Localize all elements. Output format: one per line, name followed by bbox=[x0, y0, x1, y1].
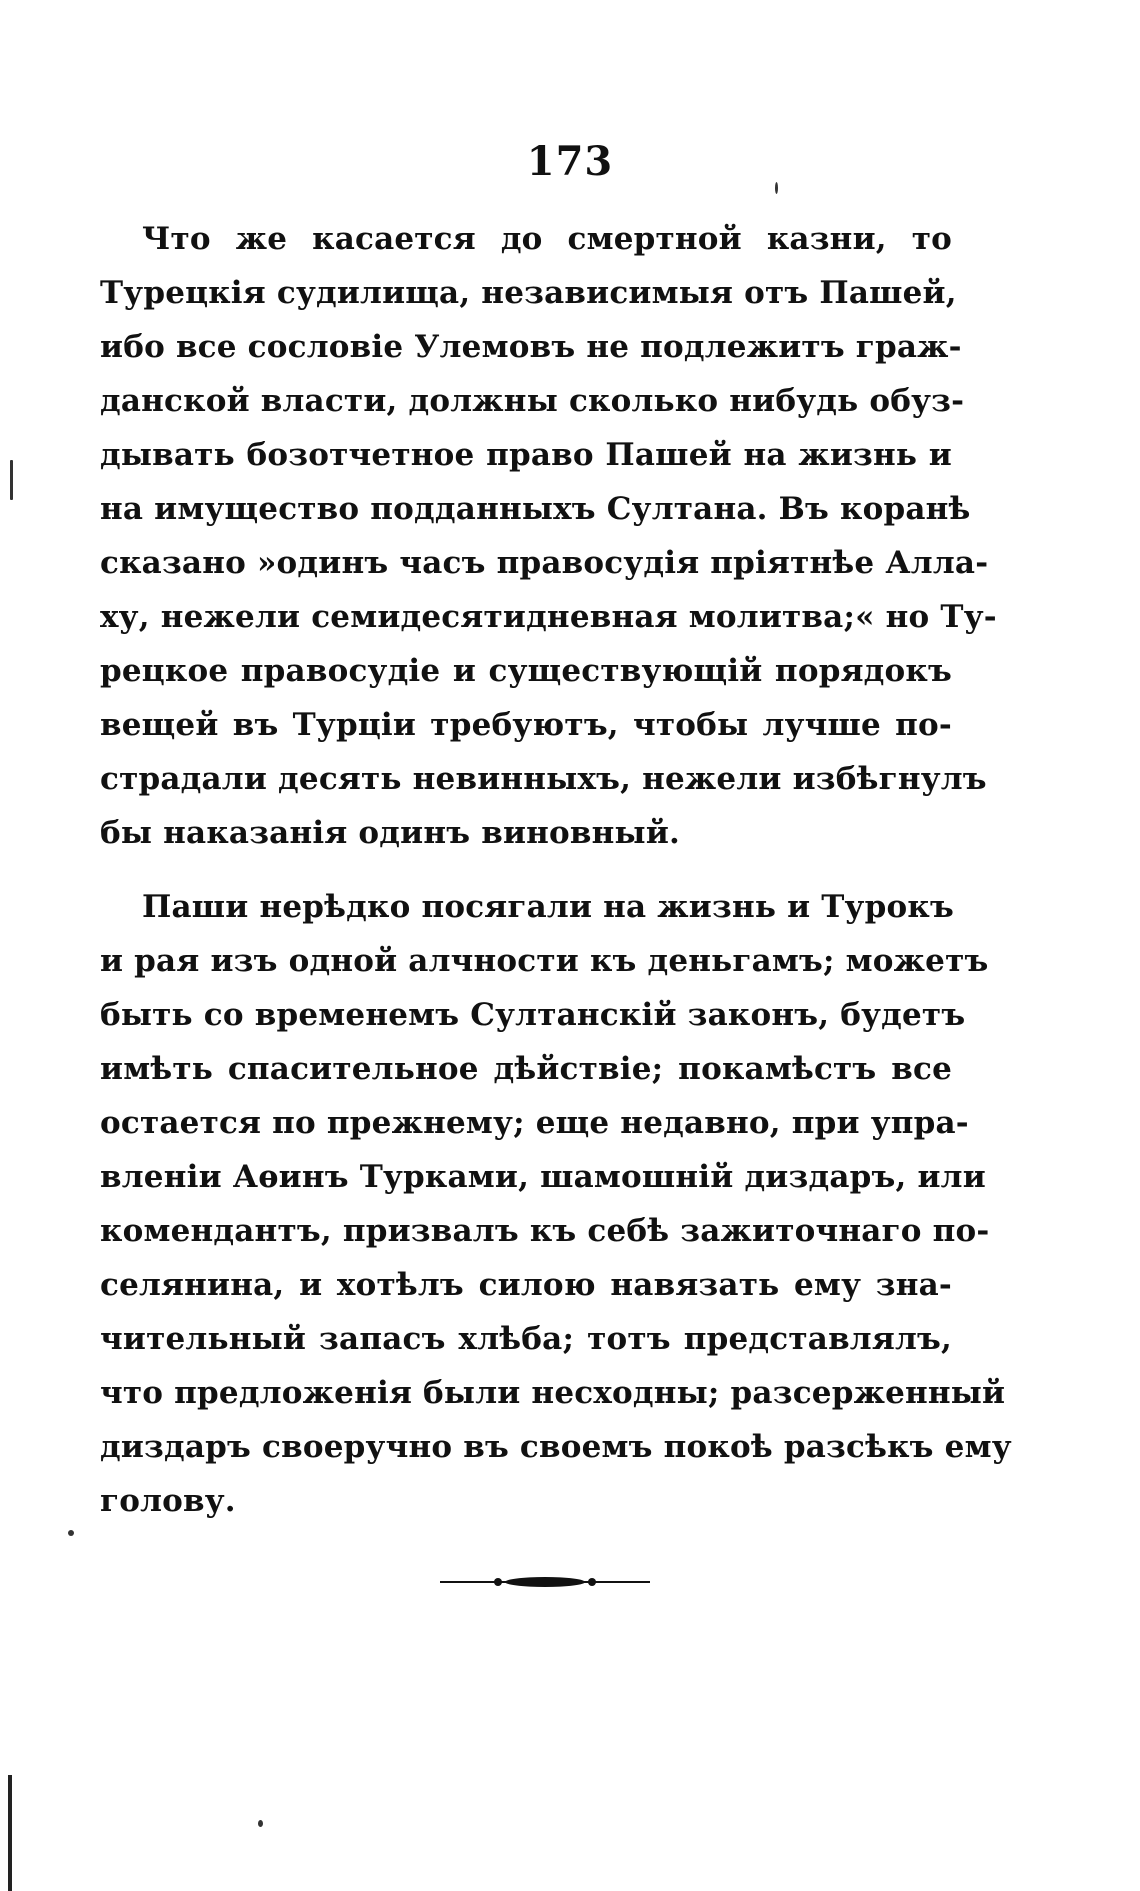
text-line: страдали десять невинныхъ, нежели избѣгнулъ bbox=[100, 761, 987, 797]
scan-margin-line bbox=[8, 1775, 12, 1891]
text-line: вленіи Аѳинъ Турками, шамошній диздаръ, или bbox=[100, 1159, 986, 1195]
paragraph-1 bbox=[100, 212, 997, 860]
text-line: имѣть спасительное дѣйствіе; покамѣстъ все bbox=[100, 1051, 952, 1087]
page-number: 173 bbox=[526, 138, 614, 185]
text-line: ху, нежели семидесятидневная молитва;« но Ту- bbox=[100, 599, 997, 635]
text-line: ибо все сословіе Улемовъ не подлежитъ граж- bbox=[100, 329, 962, 365]
end-ornament bbox=[440, 1576, 650, 1588]
scan-speck bbox=[258, 1820, 263, 1827]
text-line: вещей въ Турціи требуютъ, чтобы лучше по- bbox=[100, 707, 952, 743]
text-line: сказано »одинъ часъ правосудія пріятнѣе Алла- bbox=[100, 545, 989, 581]
text-line: рецкое правосудіе и существующій порядокъ bbox=[100, 653, 952, 689]
text-line: Турецкія судилища, независимыя отъ Пашей, bbox=[100, 275, 957, 311]
text-line: Что же касается до смертной казни, то bbox=[142, 221, 952, 257]
text-line: голову. bbox=[100, 1483, 236, 1519]
text-line: данской власти, должны сколько нибудь обуз- bbox=[100, 383, 965, 419]
text-line: дывать бозотчетное право Пашей на жизнь и bbox=[100, 437, 952, 473]
scan-speck bbox=[10, 460, 13, 500]
scan-speck bbox=[775, 182, 778, 194]
text-line: Паши нерѣдко посягали на жизнь и Турокъ bbox=[142, 889, 954, 925]
text-line: диздаръ своеручно въ своемъ покоѣ разсѣкъ ему bbox=[100, 1429, 1012, 1465]
paragraph-2 bbox=[100, 880, 1012, 1528]
paragraph-gap bbox=[100, 860, 952, 880]
text-line: чительный запасъ хлѣба; тотъ представлялъ, bbox=[100, 1321, 952, 1357]
text-line: и рая изъ одной алчности къ деньгамъ; можетъ bbox=[100, 943, 989, 979]
text-line: что предложенія были несходны; разсерженный bbox=[100, 1375, 1006, 1411]
scan-speck bbox=[68, 1530, 74, 1536]
text-line: комендантъ, призвалъ къ себѣ зажиточнаго по- bbox=[100, 1213, 990, 1249]
text-line: селянина, и хотѣлъ силою навязать ему зна- bbox=[100, 1267, 952, 1303]
text-line: остается по прежнему; еще недавно, при упра- bbox=[100, 1105, 969, 1141]
text-line: на имущество подданныхъ Султана. Въ коранѣ bbox=[100, 491, 971, 527]
body-text bbox=[100, 212, 1012, 1528]
text-line: быть со временемъ Султанскій законъ, будетъ bbox=[100, 997, 966, 1033]
text-line: бы наказанія одинъ виновный. bbox=[100, 815, 681, 851]
